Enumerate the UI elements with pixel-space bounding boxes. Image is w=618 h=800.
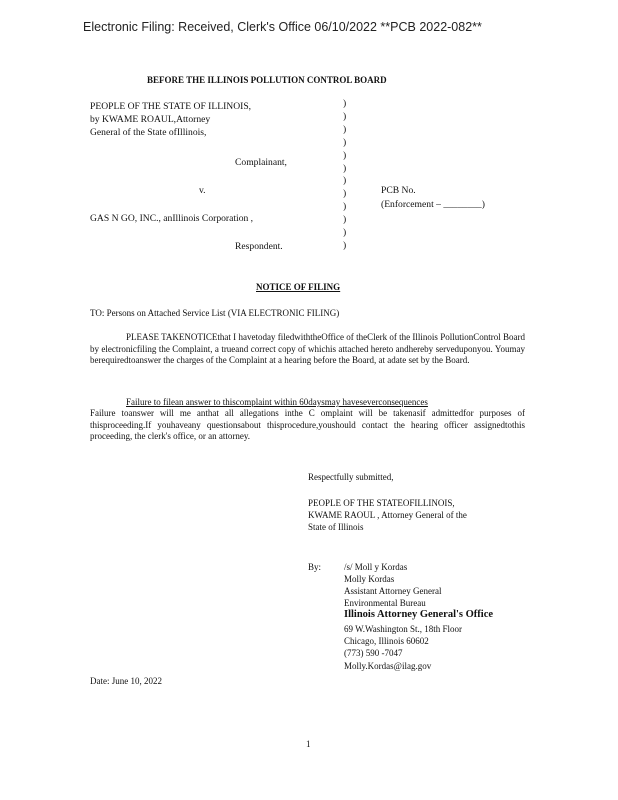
failure-paragraph: Failure toanswer will me anthat all allegations inthe C omplaint will be takenasif admittedfor purposes of thisproceeding.If youhaveany questionsabout thisprocedure,youshould contact the hearing officer assignedtothis proceeding, the clerk's office, or an attorney.	[90, 408, 525, 441]
office-name: Illinois Attorney General's Office	[344, 609, 494, 620]
phone-number: (773) 590 -7047	[344, 648, 403, 658]
party-line-3: State of Illinois	[308, 522, 364, 532]
page-number: 1	[306, 739, 311, 749]
signer-title: Assistant Attorney General	[344, 586, 442, 596]
enforcement-label: (Enforcement – ________)	[381, 199, 485, 210]
plaintiff-line-3: General of the State ofIllinois,	[90, 127, 207, 138]
by-label: By:	[308, 562, 322, 572]
electronic-signature: /s/ Moll y Kordas	[344, 562, 408, 572]
email-address: Molly.Kordas@ilag.gov	[344, 661, 432, 671]
to-line: TO: Persons on Attached Service List (VIA ELECTRONIC FILING)	[90, 308, 340, 318]
complainant-label: Complainant,	[235, 157, 287, 168]
caption-parentheses: ) ) ) ) ) ) ) ) ) ) ) )	[343, 98, 347, 251]
address-line-1: 69 W.Washington St., 18th Floor	[344, 624, 463, 634]
pcb-number-label: PCB No.	[381, 185, 416, 196]
signer-name: Molly Kordas	[344, 574, 395, 584]
signer-bureau: Environmental Bureau	[344, 598, 426, 608]
board-title: BEFORE THE ILLINOIS POLLUTION CONTROL BOARD	[147, 75, 387, 85]
defendant-line: GAS N GO, INC., anIllinois Corporation ,	[90, 213, 254, 224]
failure-warning-underlined: Failure to filean answer to thiscomplaint within 60daysmay haveseverconsequences	[126, 397, 428, 407]
plaintiff-line-2: by KWAME ROAUL,Attorney	[90, 114, 211, 125]
plaintiff-line-1: PEOPLE OF THE STATE OF ILLINOIS,	[90, 101, 252, 112]
date-line: Date: June 10, 2022	[90, 676, 162, 686]
notice-paragraph: PLEASE TAKENOTICEthat I havetoday filedwiththeOffice of theClerk of the Illinois PollutionControl Board by electronicfiling the Complaint, a trueand correct copy of whichis attached hereto andhereby serveduponyou. Youmay berequiredtoanswer the charges of the Complaint at a hearing before the Board, at adate set by the Board.	[90, 332, 525, 365]
notice-title: NOTICE OF FILING	[256, 282, 341, 292]
versus-label: v.	[199, 185, 206, 196]
address-line-2: Chicago, Illinois 60602	[344, 636, 429, 646]
filing-stamp-header: Electronic Filing: Received, Clerk's Office 06/10/2022 **PCB 2022-082**	[83, 20, 482, 34]
respondent-label: Respondent.	[235, 241, 283, 252]
party-line-1: PEOPLE OF THE STATEOFILLINOIS,	[308, 498, 455, 508]
party-line-2: KWAME RAOUL , Attorney General of the	[308, 510, 467, 520]
closing-text: Respectfully submitted,	[308, 472, 394, 482]
